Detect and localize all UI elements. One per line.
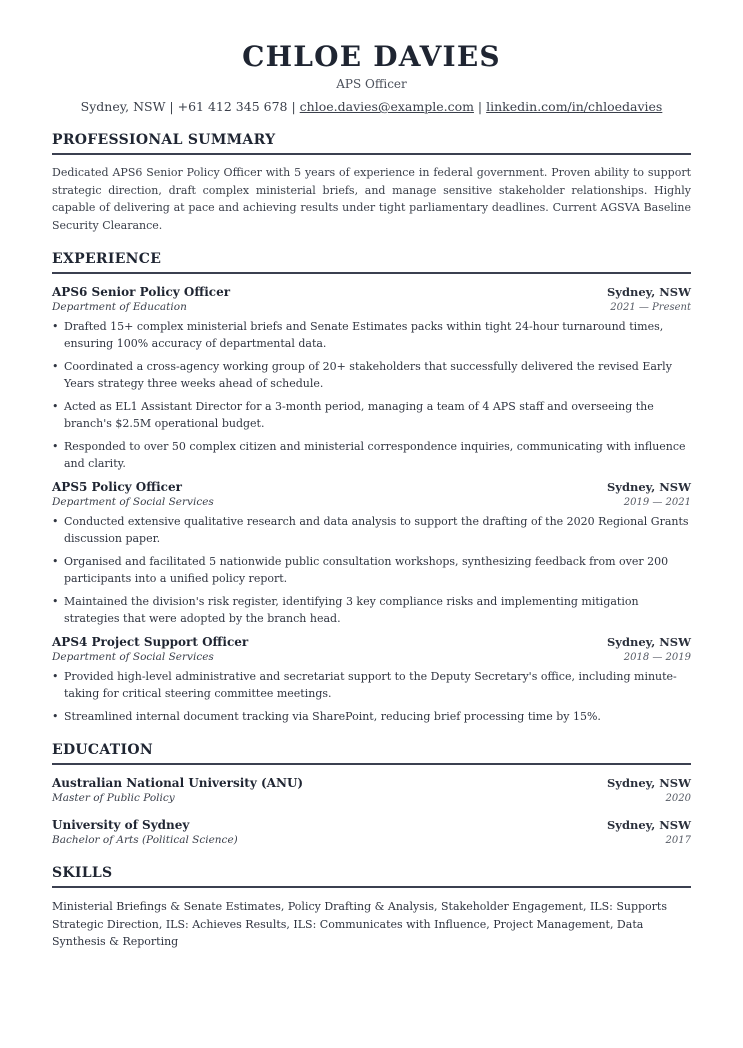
linkedin-link[interactable]: linkedin.com/in/chloedavies bbox=[486, 99, 663, 114]
graduation-year: 2020 bbox=[665, 793, 691, 804]
school-location: Sydney, NSW bbox=[606, 818, 691, 832]
degree-name: Bachelor of Arts (Political Science) bbox=[52, 834, 238, 846]
skills-heading: SKILLS bbox=[52, 864, 691, 888]
resume-header bbox=[52, 40, 691, 115]
job-bullet: • Streamlined internal document tracking via SharePoint, reducing brief processing time by 15%. bbox=[52, 708, 691, 725]
job-bullet: • Coordinated a cross-agency working group of 20+ stakeholders that successfully delivered the revised Early Years strategy three weeks ahead of schedule. bbox=[52, 358, 691, 392]
contact-separator: | bbox=[287, 99, 300, 114]
job-organisation: Department of Social Services bbox=[52, 496, 214, 508]
job-entry bbox=[52, 634, 691, 725]
job-bullet: • Drafted 15+ complex ministerial briefs and Senate Estimates packs within tight 24-hour turnaround times, ensuring 100% accuracy of departmental data. bbox=[52, 318, 691, 352]
candidate-role: APS Officer bbox=[336, 77, 407, 91]
school-name: University of Sydney bbox=[52, 818, 190, 832]
job-bullet: • Organised and facilitated 5 nationwide public consultation workshops, synthesizing feedback from over 200 participants into a unified policy report. bbox=[52, 553, 691, 587]
job-bullets bbox=[52, 318, 691, 472]
school-location: Sydney, NSW bbox=[606, 776, 691, 790]
job-bullet: • Conducted extensive qualitative research and data analysis to support the drafting of the 2020 Regional Grants discussion paper. bbox=[52, 513, 691, 547]
job-bullets bbox=[52, 513, 691, 627]
education-section bbox=[52, 741, 691, 848]
education-heading: EDUCATION bbox=[52, 741, 691, 765]
summary-section bbox=[52, 131, 691, 234]
experience-list bbox=[52, 284, 691, 725]
contact-separator: | bbox=[473, 99, 487, 114]
job-organisation: Department of Social Services bbox=[52, 651, 214, 663]
graduation-year: 2017 bbox=[665, 835, 691, 846]
job-organisation: Department of Education bbox=[52, 301, 187, 313]
job-dates: 2019 — 2021 bbox=[623, 497, 691, 508]
job-entry bbox=[52, 284, 691, 472]
job-bullet: • Maintained the division's risk register, identifying 3 key compliance risks and implementing mitigation strategies that were adopted by the branch head. bbox=[52, 593, 691, 627]
email-link[interactable]: chloe.davies@example.com bbox=[299, 99, 474, 114]
summary-text: Dedicated APS6 Senior Policy Officer with 5 years of experience in federal government. Proven ability to support strategic direction, draft complex ministerial briefs, and manage sensitive stakeholder relationships. Highly capable of delivering at pace and achieving results under tight parliamentary deadlines. Current AGSVA Baseline Security Clearance. bbox=[52, 166, 691, 232]
job-location: Sydney, NSW bbox=[606, 635, 691, 649]
skills-section bbox=[52, 864, 691, 951]
contact-line bbox=[52, 99, 691, 115]
job-bullets bbox=[52, 668, 691, 725]
job-dates: 2021 — Present bbox=[610, 302, 691, 313]
summary-heading: PROFESSIONAL SUMMARY bbox=[52, 131, 691, 155]
skills-text: Ministerial Briefings & Senate Estimates, Policy Drafting & Analysis, Stakeholder Engagement, ILS: Supports Strategic Direction, ILS: Achieves Results, ILS: Communicates with Influence, Project Management, Data Synthesis & Reporting bbox=[52, 900, 667, 948]
job-title: APS5 Policy Officer bbox=[52, 480, 182, 494]
candidate-name: CHLOE DAVIES bbox=[242, 40, 501, 73]
job-title: APS6 Senior Policy Officer bbox=[52, 285, 231, 299]
job-entry bbox=[52, 479, 691, 627]
experience-section bbox=[52, 250, 691, 725]
job-bullet: • Responded to over 50 complex citizen and ministerial correspondence inquiries, communicating with influence and clarity. bbox=[52, 438, 691, 472]
school-name: Australian National University (ANU) bbox=[52, 776, 304, 790]
job-location: Sydney, NSW bbox=[606, 480, 691, 494]
education-list bbox=[52, 775, 691, 848]
experience-heading: EXPERIENCE bbox=[52, 250, 691, 274]
job-location: Sydney, NSW bbox=[606, 285, 691, 299]
job-bullet: • Provided high-level administrative and secretariat support to the Deputy Secretary's office, including minute-taking for critical steering committee meetings. bbox=[52, 668, 691, 702]
education-entry bbox=[52, 817, 691, 848]
job-bullet: • Acted as EL1 Assistant Director for a 3-month period, managing a team of 4 APS staff and overseeing the branch's $2.5M operational budget. bbox=[52, 398, 691, 432]
degree-name: Master of Public Policy bbox=[52, 792, 175, 804]
contact-phone: +61 412 345 678 bbox=[177, 99, 288, 114]
contact-separator: | bbox=[165, 99, 178, 114]
contact-location: Sydney, NSW bbox=[80, 99, 166, 114]
job-title: APS4 Project Support Officer bbox=[52, 635, 249, 649]
education-entry bbox=[52, 775, 691, 806]
job-dates: 2018 — 2019 bbox=[623, 652, 691, 663]
